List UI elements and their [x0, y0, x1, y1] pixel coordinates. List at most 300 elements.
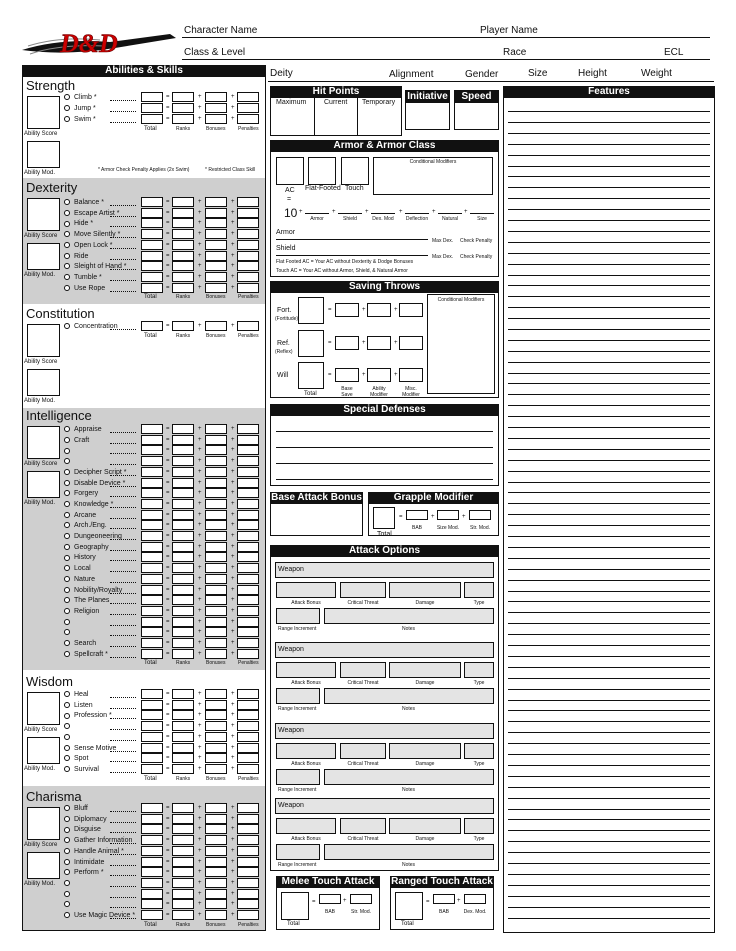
skill-total-field[interactable] [141, 531, 163, 541]
attack-stat-field[interactable] [276, 743, 336, 759]
grapple-size-field[interactable] [437, 510, 459, 520]
wisdom-score-box[interactable] [27, 692, 60, 725]
fort-save-field[interactable] [335, 303, 359, 317]
melee-mod-field[interactable] [350, 894, 372, 904]
skill-ranks-field[interactable] [172, 595, 194, 605]
skill-penalty-field[interactable] [237, 197, 259, 207]
feature-line[interactable] [508, 678, 710, 679]
skill-penalty-field[interactable] [237, 638, 259, 648]
feature-line[interactable] [508, 569, 710, 570]
dexterity-mod-box[interactable] [27, 243, 60, 270]
skill-penalty-field[interactable] [237, 456, 259, 466]
skill-bonus-field[interactable] [205, 732, 227, 742]
skill-penalty-field[interactable] [237, 753, 259, 763]
feature-line[interactable] [508, 144, 710, 145]
notes-field[interactable] [324, 688, 494, 704]
skill-ranks-field[interactable] [172, 467, 194, 477]
class-skill-radio[interactable] [64, 587, 70, 593]
feature-line[interactable] [508, 394, 710, 395]
feature-line[interactable] [508, 198, 710, 199]
skill-ranks-field[interactable] [172, 531, 194, 541]
class-skill-radio[interactable] [64, 859, 70, 865]
skill-penalty-field[interactable] [237, 889, 259, 899]
ref-save-field[interactable] [399, 336, 423, 350]
class-skill-radio[interactable] [64, 837, 70, 843]
skill-penalty-field[interactable] [237, 240, 259, 250]
class-skill-radio[interactable] [64, 105, 70, 111]
feature-line[interactable] [508, 155, 710, 156]
skill-penalty-field[interactable] [237, 835, 259, 845]
skill-bonus-field[interactable] [205, 92, 227, 102]
skill-ranks-field[interactable] [172, 753, 194, 763]
skill-ranks-field[interactable] [172, 114, 194, 124]
feature-line[interactable] [508, 667, 710, 668]
skill-ranks-field[interactable] [172, 478, 194, 488]
skill-total-field[interactable] [141, 814, 163, 824]
skill-bonus-field[interactable] [205, 467, 227, 477]
feature-line[interactable] [508, 231, 710, 232]
skill-bonus-field[interactable] [205, 899, 227, 909]
feature-line[interactable] [508, 460, 710, 461]
class-skill-radio[interactable] [64, 437, 70, 443]
range-field[interactable] [276, 608, 320, 624]
skill-penalty-field[interactable] [237, 846, 259, 856]
class-skill-radio[interactable] [64, 640, 70, 646]
skill-total-field[interactable] [141, 627, 163, 637]
attack-stat-field[interactable] [464, 582, 494, 598]
skill-ranks-field[interactable] [172, 899, 194, 909]
attack-stat-field[interactable] [276, 662, 336, 678]
feature-line[interactable] [508, 765, 710, 766]
skill-penalty-field[interactable] [237, 563, 259, 573]
feature-line[interactable] [508, 285, 710, 286]
ac-box[interactable] [276, 157, 304, 185]
class-skill-radio[interactable] [64, 533, 70, 539]
feature-line[interactable] [508, 492, 710, 493]
feature-line[interactable] [508, 918, 710, 919]
feature-line[interactable] [508, 754, 710, 755]
skill-penalty-field[interactable] [237, 499, 259, 509]
feature-line[interactable] [508, 405, 710, 406]
skill-bonus-field[interactable] [205, 606, 227, 616]
class-skill-radio[interactable] [64, 816, 70, 822]
skill-bonus-field[interactable] [205, 878, 227, 888]
feature-line[interactable] [508, 798, 710, 799]
skill-ranks-field[interactable] [172, 606, 194, 616]
feature-line[interactable] [508, 427, 710, 428]
skill-ranks-field[interactable] [172, 103, 194, 113]
class-skill-radio[interactable] [64, 522, 70, 528]
feature-line[interactable] [508, 176, 710, 177]
skill-bonus-field[interactable] [205, 814, 227, 824]
class-skill-radio[interactable] [64, 713, 70, 719]
feature-line[interactable] [508, 809, 710, 810]
skill-penalty-field[interactable] [237, 595, 259, 605]
skill-bonus-field[interactable] [205, 627, 227, 637]
skill-bonus-field[interactable] [205, 857, 227, 867]
feature-line[interactable] [508, 743, 710, 744]
will-save-field[interactable] [367, 368, 391, 382]
skill-total-field[interactable] [141, 510, 163, 520]
skill-ranks-field[interactable] [172, 846, 194, 856]
skill-total-field[interactable] [141, 283, 163, 293]
skill-penalty-field[interactable] [237, 531, 259, 541]
skill-ranks-field[interactable] [172, 251, 194, 261]
feature-line[interactable] [508, 830, 710, 831]
feature-line[interactable] [508, 220, 710, 221]
armor-component-field[interactable] [338, 213, 362, 214]
wisdom-mod-box[interactable] [27, 737, 60, 764]
skill-bonus-field[interactable] [205, 229, 227, 239]
skill-ranks-field[interactable] [172, 857, 194, 867]
skill-penalty-field[interactable] [237, 814, 259, 824]
ref-save-field[interactable] [335, 336, 359, 350]
skill-penalty-field[interactable] [237, 764, 259, 774]
fort-save-field[interactable] [367, 303, 391, 317]
feature-line[interactable] [508, 340, 710, 341]
feature-line[interactable] [508, 318, 710, 319]
class-skill-radio[interactable] [64, 755, 70, 761]
skill-total-field[interactable] [141, 689, 163, 699]
class-skill-radio[interactable] [64, 469, 70, 475]
skill-ranks-field[interactable] [172, 743, 194, 753]
skill-bonus-field[interactable] [205, 510, 227, 520]
skill-bonus-field[interactable] [205, 595, 227, 605]
skill-bonus-field[interactable] [205, 478, 227, 488]
skill-total-field[interactable] [141, 617, 163, 627]
weapon-name-field[interactable] [275, 642, 494, 658]
feature-line[interactable] [508, 645, 710, 646]
feature-line[interactable] [508, 819, 710, 820]
feature-line[interactable] [508, 874, 710, 875]
attack-stat-field[interactable] [389, 662, 461, 678]
skill-penalty-field[interactable] [237, 649, 259, 659]
skill-penalty-field[interactable] [237, 272, 259, 282]
skill-bonus-field[interactable] [205, 197, 227, 207]
attack-stat-field[interactable] [389, 743, 461, 759]
skill-penalty-field[interactable] [237, 92, 259, 102]
feature-line[interactable] [508, 449, 710, 450]
skill-penalty-field[interactable] [237, 824, 259, 834]
skill-total-field[interactable] [141, 835, 163, 845]
skill-ranks-field[interactable] [172, 229, 194, 239]
feature-line[interactable] [508, 612, 710, 613]
skill-bonus-field[interactable] [205, 617, 227, 627]
feature-line[interactable] [508, 591, 710, 592]
skill-bonus-field[interactable] [205, 585, 227, 595]
special-line-1[interactable] [276, 431, 493, 432]
skill-ranks-field[interactable] [172, 499, 194, 509]
skill-bonus-field[interactable] [205, 456, 227, 466]
feature-line[interactable] [508, 776, 710, 777]
notes-field[interactable] [324, 844, 494, 860]
feature-line[interactable] [508, 503, 710, 504]
skill-total-field[interactable] [141, 218, 163, 228]
class-skill-radio[interactable] [64, 490, 70, 496]
skill-ranks-field[interactable] [172, 689, 194, 699]
skill-bonus-field[interactable] [205, 272, 227, 282]
feature-line[interactable] [508, 383, 710, 384]
skill-penalty-field[interactable] [237, 435, 259, 445]
feature-line[interactable] [508, 907, 710, 908]
skill-total-field[interactable] [141, 889, 163, 899]
feature-line[interactable] [508, 187, 710, 188]
skill-penalty-field[interactable] [237, 208, 259, 218]
class-skill-radio[interactable] [64, 734, 70, 740]
feature-line[interactable] [508, 547, 710, 548]
skill-penalty-field[interactable] [237, 732, 259, 742]
class-skill-radio[interactable] [64, 891, 70, 897]
skill-ranks-field[interactable] [172, 878, 194, 888]
skill-ranks-field[interactable] [172, 552, 194, 562]
skill-ranks-field[interactable] [172, 92, 194, 102]
skill-total-field[interactable] [141, 595, 163, 605]
attack-stat-field[interactable] [464, 662, 494, 678]
feature-line[interactable] [508, 438, 710, 439]
skill-bonus-field[interactable] [205, 910, 227, 920]
skill-penalty-field[interactable] [237, 218, 259, 228]
skill-total-field[interactable] [141, 499, 163, 509]
skill-total-field[interactable] [141, 878, 163, 888]
class-skill-radio[interactable] [64, 880, 70, 886]
feature-line[interactable] [508, 656, 710, 657]
feature-line[interactable] [508, 122, 710, 123]
fort-save-field[interactable] [399, 303, 423, 317]
class-skill-radio[interactable] [64, 848, 70, 854]
skill-bonus-field[interactable] [205, 218, 227, 228]
skill-bonus-field[interactable] [205, 520, 227, 530]
skill-total-field[interactable] [141, 606, 163, 616]
skill-penalty-field[interactable] [237, 910, 259, 920]
attack-stat-field[interactable] [276, 818, 336, 834]
feature-line[interactable] [508, 863, 710, 864]
skill-total-field[interactable] [141, 846, 163, 856]
class-skill-radio[interactable] [64, 426, 70, 432]
skill-total-field[interactable] [141, 478, 163, 488]
class-skill-radio[interactable] [64, 501, 70, 507]
feature-line[interactable] [508, 710, 710, 711]
attack-stat-field[interactable] [276, 582, 336, 598]
class-skill-radio[interactable] [64, 576, 70, 582]
skill-bonus-field[interactable] [205, 488, 227, 498]
skill-ranks-field[interactable] [172, 638, 194, 648]
skill-penalty-field[interactable] [237, 743, 259, 753]
skill-ranks-field[interactable] [172, 835, 194, 845]
armor-field[interactable] [276, 239, 428, 240]
class-skill-radio[interactable] [64, 901, 70, 907]
skill-bonus-field[interactable] [205, 846, 227, 856]
class-skill-radio[interactable] [64, 869, 70, 875]
skill-bonus-field[interactable] [205, 753, 227, 763]
attack-stat-field[interactable] [340, 743, 386, 759]
skill-total-field[interactable] [141, 321, 163, 331]
skill-bonus-field[interactable] [205, 638, 227, 648]
feature-line[interactable] [508, 471, 710, 472]
skill-penalty-field[interactable] [237, 899, 259, 909]
skill-ranks-field[interactable] [172, 803, 194, 813]
skill-ranks-field[interactable] [172, 814, 194, 824]
attack-stat-field[interactable] [389, 582, 461, 598]
feature-line[interactable] [508, 329, 710, 330]
class-skill-radio[interactable] [64, 827, 70, 833]
touch-box[interactable] [341, 157, 369, 185]
class-skill-radio[interactable] [64, 912, 70, 918]
feature-line[interactable] [508, 732, 710, 733]
skill-penalty-field[interactable] [237, 424, 259, 434]
class-skill-radio[interactable] [64, 565, 70, 571]
feature-line[interactable] [508, 416, 710, 417]
special-line-4[interactable] [276, 479, 493, 480]
skill-total-field[interactable] [141, 732, 163, 742]
class-skill-radio[interactable] [64, 702, 70, 708]
skill-penalty-field[interactable] [237, 803, 259, 813]
skill-bonus-field[interactable] [205, 689, 227, 699]
skill-total-field[interactable] [141, 867, 163, 877]
range-field[interactable] [276, 769, 320, 785]
skill-ranks-field[interactable] [172, 563, 194, 573]
skill-total-field[interactable] [141, 910, 163, 920]
feature-line[interactable] [508, 362, 710, 363]
skill-ranks-field[interactable] [172, 488, 194, 498]
skill-total-field[interactable] [141, 803, 163, 813]
skill-bonus-field[interactable] [205, 114, 227, 124]
skill-ranks-field[interactable] [172, 910, 194, 920]
fort-total-box[interactable] [298, 297, 324, 324]
strength-score-box[interactable] [27, 96, 60, 129]
feature-line[interactable] [508, 634, 710, 635]
class-skill-radio[interactable] [64, 512, 70, 518]
skill-ranks-field[interactable] [172, 218, 194, 228]
skill-penalty-field[interactable] [237, 542, 259, 552]
skill-penalty-field[interactable] [237, 878, 259, 888]
class-skill-radio[interactable] [64, 619, 70, 625]
skill-ranks-field[interactable] [172, 520, 194, 530]
skill-total-field[interactable] [141, 710, 163, 720]
feature-line[interactable] [508, 623, 710, 624]
class-skill-radio[interactable] [64, 629, 70, 635]
skill-penalty-field[interactable] [237, 585, 259, 595]
skill-ranks-field[interactable] [172, 867, 194, 877]
skill-penalty-field[interactable] [237, 700, 259, 710]
skill-bonus-field[interactable] [205, 824, 227, 834]
skill-total-field[interactable] [141, 435, 163, 445]
will-total-box[interactable] [298, 362, 324, 389]
skill-total-field[interactable] [141, 638, 163, 648]
intelligence-mod-box[interactable] [27, 471, 60, 498]
class-skill-radio[interactable] [64, 597, 70, 603]
skill-penalty-field[interactable] [237, 606, 259, 616]
skill-ranks-field[interactable] [172, 889, 194, 899]
feature-line[interactable] [508, 689, 710, 690]
attack-stat-field[interactable] [340, 818, 386, 834]
skill-bonus-field[interactable] [205, 435, 227, 445]
skill-ranks-field[interactable] [172, 585, 194, 595]
feature-line[interactable] [508, 296, 710, 297]
skill-total-field[interactable] [141, 585, 163, 595]
class-skill-radio[interactable] [64, 608, 70, 614]
skill-bonus-field[interactable] [205, 542, 227, 552]
skill-ranks-field[interactable] [172, 321, 194, 331]
skill-total-field[interactable] [141, 251, 163, 261]
skill-ranks-field[interactable] [172, 197, 194, 207]
shield-field[interactable] [276, 255, 428, 256]
skill-ranks-field[interactable] [172, 445, 194, 455]
grapple-bab-field[interactable] [406, 510, 428, 520]
skill-bonus-field[interactable] [205, 835, 227, 845]
feature-line[interactable] [508, 852, 710, 853]
skill-penalty-field[interactable] [237, 103, 259, 113]
skill-penalty-field[interactable] [237, 261, 259, 271]
skill-ranks-field[interactable] [172, 721, 194, 731]
melee-total-box[interactable] [281, 892, 309, 920]
notes-field[interactable] [324, 608, 494, 624]
character-name-field[interactable] [182, 37, 710, 38]
skill-ranks-field[interactable] [172, 510, 194, 520]
skill-penalty-field[interactable] [237, 689, 259, 699]
ref-save-field[interactable] [367, 336, 391, 350]
skill-bonus-field[interactable] [205, 710, 227, 720]
weapon-name-field[interactable] [275, 798, 494, 814]
skill-bonus-field[interactable] [205, 563, 227, 573]
class-skill-radio[interactable] [64, 458, 70, 464]
feature-line[interactable] [508, 275, 710, 276]
skill-bonus-field[interactable] [205, 743, 227, 753]
skill-penalty-field[interactable] [237, 552, 259, 562]
skill-penalty-field[interactable] [237, 114, 259, 124]
saves-conditional-box[interactable] [427, 294, 495, 394]
will-save-field[interactable] [335, 368, 359, 382]
notes-field[interactable] [324, 769, 494, 785]
skill-total-field[interactable] [141, 552, 163, 562]
constitution-score-box[interactable] [27, 324, 60, 357]
skill-ranks-field[interactable] [172, 710, 194, 720]
skill-total-field[interactable] [141, 824, 163, 834]
skill-ranks-field[interactable] [172, 649, 194, 659]
constitution-mod-box[interactable] [27, 369, 60, 396]
intelligence-score-box[interactable] [27, 426, 60, 459]
skill-total-field[interactable] [141, 520, 163, 530]
charisma-score-box[interactable] [27, 807, 60, 840]
dexterity-score-box[interactable] [27, 198, 60, 231]
ranged-bab-field[interactable] [433, 894, 455, 904]
feature-line[interactable] [508, 264, 710, 265]
feature-line[interactable] [508, 514, 710, 515]
skill-penalty-field[interactable] [237, 857, 259, 867]
skill-bonus-field[interactable] [205, 889, 227, 899]
skill-bonus-field[interactable] [205, 867, 227, 877]
skill-bonus-field[interactable] [205, 700, 227, 710]
feature-line[interactable] [508, 253, 710, 254]
skill-total-field[interactable] [141, 488, 163, 498]
class-skill-radio[interactable] [64, 805, 70, 811]
feature-line[interactable] [508, 242, 710, 243]
class-level-field[interactable] [182, 59, 710, 60]
skill-bonus-field[interactable] [205, 103, 227, 113]
skill-ranks-field[interactable] [172, 574, 194, 584]
feature-line[interactable] [508, 133, 710, 134]
attack-stat-field[interactable] [340, 662, 386, 678]
class-skill-radio[interactable] [64, 323, 70, 329]
skill-penalty-field[interactable] [237, 627, 259, 637]
feature-line[interactable] [508, 373, 710, 374]
skill-penalty-field[interactable] [237, 283, 259, 293]
skill-total-field[interactable] [141, 445, 163, 455]
feature-line[interactable] [508, 525, 710, 526]
skill-penalty-field[interactable] [237, 710, 259, 720]
skill-total-field[interactable] [141, 700, 163, 710]
class-skill-radio[interactable] [64, 480, 70, 486]
skill-total-field[interactable] [141, 103, 163, 113]
